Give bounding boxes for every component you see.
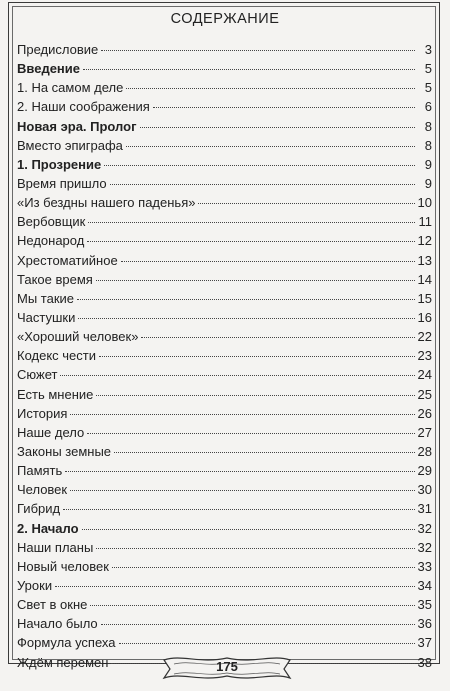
toc-entry-label: Предисловие [17, 42, 99, 57]
toc-entry-page: 22 [417, 329, 432, 345]
toc-entry [17, 212, 432, 231]
toc-entry-page: 12 [417, 233, 432, 249]
toc-entry-label: Человек [17, 482, 68, 498]
toc-entry-page: 15 [417, 290, 432, 306]
toc-entry-page: 23 [417, 348, 432, 364]
toc-entry-page: 30 [417, 482, 432, 498]
toc-entry-label: Уроки [17, 577, 53, 593]
dot-leader [96, 395, 414, 396]
toc-entry-page: 28 [417, 443, 432, 459]
toc-entry-page: 35 [417, 597, 432, 613]
toc-entry [17, 519, 432, 538]
toc-entry-page: 32 [417, 539, 432, 555]
toc-entry [17, 595, 432, 614]
toc-entry [17, 59, 432, 78]
toc-entry-label: 1. На самом деле [17, 80, 124, 96]
toc-entry-page: 11 [418, 214, 432, 230]
toc-entry [17, 442, 432, 461]
toc-entry [17, 251, 432, 270]
toc-entry-page: 6 [424, 99, 432, 115]
toc-entry-page: 13 [417, 252, 432, 268]
dot-leader [121, 261, 415, 262]
toc-entry [17, 136, 432, 155]
toc-entry-label: Вербовщик [17, 214, 86, 230]
dot-leader [112, 567, 415, 568]
toc-entry-label: «Хороший человек» [17, 329, 139, 345]
toc-entry-label: Есть мнение [17, 386, 94, 402]
toc-entry [17, 499, 432, 518]
toc-entry [17, 289, 432, 308]
toc-entry-page: 8 [424, 118, 432, 134]
toc-entry-label: Сюжет [17, 367, 58, 383]
toc-entry-label: История [17, 405, 68, 421]
dot-leader [119, 643, 415, 644]
dot-leader [78, 318, 414, 319]
toc-entry-label: Время пришло [17, 175, 107, 191]
toc-entry-page: 27 [417, 424, 432, 440]
toc-entry-label: Введение [17, 61, 80, 77]
toc-entry-page: 34 [417, 577, 432, 593]
toc-entry-page: 3 [424, 42, 432, 57]
toc-entry-page: 33 [417, 558, 432, 574]
dot-leader [153, 107, 415, 108]
toc-entry-label: Хрестоматийное [17, 252, 118, 268]
dot-leader [90, 605, 414, 606]
toc-entry [17, 117, 432, 136]
toc-entry [17, 231, 432, 250]
toc-entry [17, 614, 432, 633]
toc-entry [17, 538, 432, 557]
toc-entry [17, 193, 432, 212]
toc-entry [17, 557, 432, 576]
dot-leader [126, 88, 415, 89]
dot-leader [96, 548, 414, 549]
dot-leader [70, 414, 414, 415]
toc-entry [17, 327, 432, 346]
toc-entry-label: Законы земные [17, 443, 112, 459]
toc-entry-page: 25 [417, 386, 432, 402]
page-title: СОДЕРЖАНИЕ [170, 11, 280, 27]
toc-entry-page: 5 [424, 80, 432, 96]
dot-leader [96, 280, 415, 281]
dot-leader [114, 452, 415, 453]
toc-entry [17, 97, 432, 116]
toc-entry-label: 2. Наши соображения [17, 99, 150, 115]
dot-leader [82, 529, 415, 530]
dot-leader [83, 69, 415, 70]
toc-entry [17, 576, 432, 595]
dot-leader [104, 165, 415, 166]
toc-entry-label: Частушки [17, 309, 76, 325]
toc-entry-page: 26 [417, 405, 432, 421]
toc-entry-label: Гибрид [17, 501, 61, 517]
dot-leader [60, 375, 414, 376]
dot-leader [126, 146, 415, 147]
toc-entry [17, 404, 432, 423]
toc-entry-label: Такое время [17, 271, 93, 287]
toc-entry [17, 480, 432, 499]
toc-entry [17, 385, 432, 404]
toc-entry [17, 423, 432, 442]
dot-leader [87, 433, 414, 434]
table-of-contents [17, 40, 432, 672]
toc-entry-label: Кодекс чести [17, 348, 96, 364]
toc-entry-label: Формула успеха [17, 635, 116, 651]
toc-entry-label: Мы такие [17, 290, 75, 306]
dot-leader [101, 50, 415, 51]
toc-entry [17, 461, 432, 480]
dot-leader [101, 624, 415, 625]
dot-leader [63, 509, 414, 510]
toc-entry [17, 40, 432, 59]
toc-entry-page: 36 [417, 616, 432, 632]
dot-leader [140, 127, 416, 128]
toc-entry-page: 31 [417, 501, 432, 517]
toc-entry [17, 308, 432, 327]
toc-entry-page: 9 [424, 156, 432, 172]
toc-entry-label: Наше дело [17, 424, 85, 440]
dot-leader [87, 241, 414, 242]
dot-leader [65, 471, 414, 472]
toc-entry-page: 5 [424, 61, 432, 77]
toc-entry-page: 29 [417, 463, 432, 479]
toc-entry-page: 16 [417, 309, 432, 325]
toc-entry-label: Новая эра. Пролог [17, 118, 137, 134]
toc-entry-label: Недонарод [17, 233, 85, 249]
dot-leader [110, 184, 415, 185]
toc-entry-page: 10 [417, 195, 432, 211]
dot-leader [99, 356, 415, 357]
toc-entry-page: 14 [417, 271, 432, 287]
toc-entry [17, 346, 432, 365]
toc-entry-label: Ждём перемен [17, 654, 109, 670]
dot-leader [141, 337, 414, 338]
toc-entry-page: 38 [417, 654, 432, 670]
dot-leader [88, 222, 415, 223]
toc-entry-page: 37 [417, 635, 432, 651]
toc-entry [17, 633, 432, 652]
dot-leader [198, 203, 414, 204]
toc-entry-label: Вместо эпиграфа [17, 137, 123, 153]
toc-entry-page: 8 [424, 137, 432, 153]
toc-entry-label: Новый человек [17, 558, 109, 574]
toc-entry-label: Наши планы [17, 539, 94, 555]
page-number: 175 [216, 659, 238, 674]
toc-entry-label: Свет в окне [17, 597, 88, 613]
toc-entry-label: Начало было [17, 616, 98, 632]
toc-entry-label: 1. Прозрение [17, 156, 102, 172]
toc-entry-page: 24 [417, 367, 432, 383]
toc-entry [17, 174, 432, 193]
toc-entry-label: 2. Начало [17, 520, 79, 536]
toc-entry [17, 155, 432, 174]
toc-entry [17, 365, 432, 384]
dot-leader [77, 299, 415, 300]
dot-leader [55, 586, 414, 587]
toc-entry-label: Память [17, 463, 63, 479]
dot-leader [70, 490, 414, 491]
toc-entry [17, 270, 432, 289]
toc-entry-page: 32 [417, 520, 432, 536]
toc-entry-page: 9 [424, 175, 432, 191]
toc-entry-label: «Из бездны нашего паденья» [17, 195, 196, 211]
toc-entry [17, 78, 432, 97]
